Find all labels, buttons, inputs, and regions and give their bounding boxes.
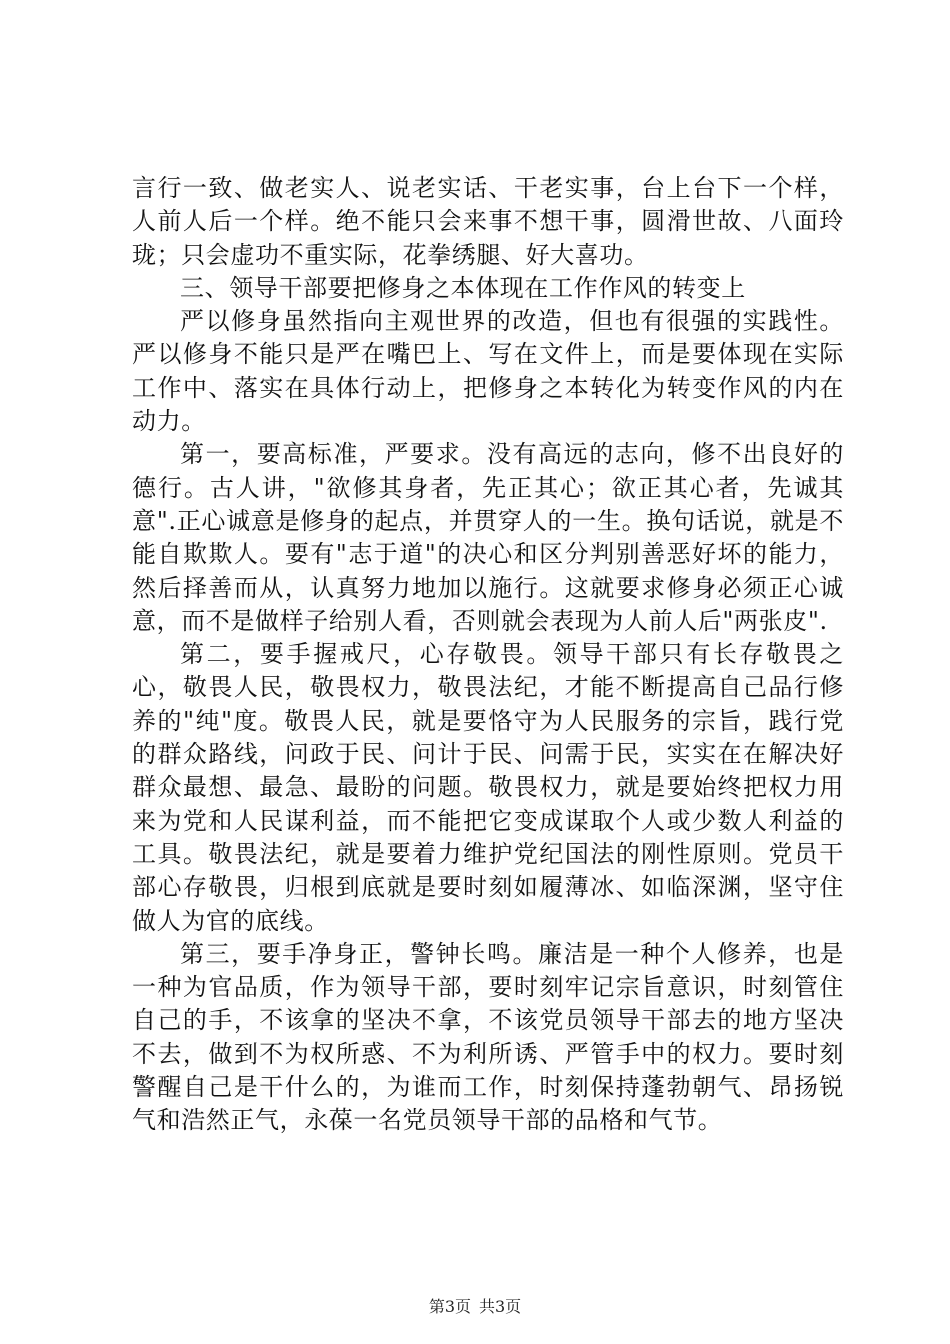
section-heading: 三、领导干部要把修身之本体现在工作作风的转变上 xyxy=(180,273,746,302)
paragraph-point-two: 第二，要手握戒尺，心存敬畏。领导干部只有长存敬畏之心，敬畏人民，敬畏权力，敬畏法纪，才能不断提高自己品行修养的"纯"度。敬畏人民，就是要恪守为人民服务的宗旨，践行党的群众路线，问政于民、问计于民、问需于民，实实在在解决好群众最想、最急、最盼的问题。敬畏权力，就是要始终把权力用来为党和人民谋利益，而不能把它变成谋取个人或少数人利益的工具。敬畏法纪，就是要着力维护党纪国法的刚性原则。党员干部心存敬畏，归根到底就是要时刻如履薄冰、如临深渊，坚守住做人为官的底线。 xyxy=(132,640,844,935)
page-number: 第3页 xyxy=(428,1297,471,1316)
page-footer xyxy=(0,1297,950,1317)
paragraph-point-one: 第一，要高标准，严要求。没有高远的志向，修不出良好的德行。古人讲，"欲修其身者，先正其心；欲正其心者，先诚其意".正心诚意是修身的起点，并贯穿人的一生。换句话说，就是不能自欺欺人。要有"志于道"的决心和区分判别善恶好坏的能力，然后择善而从，认真努力地加以施行。这就要求修身必须正心诚意，而不是做样子给别人看，否则就会表现为人前人后"两张皮". xyxy=(132,440,844,635)
page-total: 共3页 xyxy=(479,1297,522,1316)
paragraph-intro: 严以修身虽然指向主观世界的改造，但也有很强的实践性。严以修身不能只是严在嘴巴上、写在文件上，而是要体现在实际工作中、落实在具体行动上，把修身之本转化为转变作风的内在动力。 xyxy=(132,307,844,436)
paragraph-continuation: 言行一致、做老实人、说老实话、干老实事，台上台下一个样，人前人后一个样。绝不能只会来事不想干事，圆滑世故、八面玲珑；只会虚功不重实际，花拳绣腿、好大喜功。 xyxy=(132,174,844,269)
document-body xyxy=(132,172,844,1138)
paragraph-point-three: 第三，要手净身正，警钟长鸣。廉洁是一种个人修养，也是一种为官品质，作为领导干部，要时刻牢记宗旨意识，时刻管住自己的手，不该拿的坚决不拿，不该党员领导干部去的地方坚决不去，做到不为权所惑、不为利所诱、严管手中的权力。要时刻警醒自己是干什么的，为谁而工作，时刻保持蓬勃朝气、昂扬锐气和浩然正气，永葆一名党员领导干部的品格和气节。 xyxy=(132,939,844,1135)
